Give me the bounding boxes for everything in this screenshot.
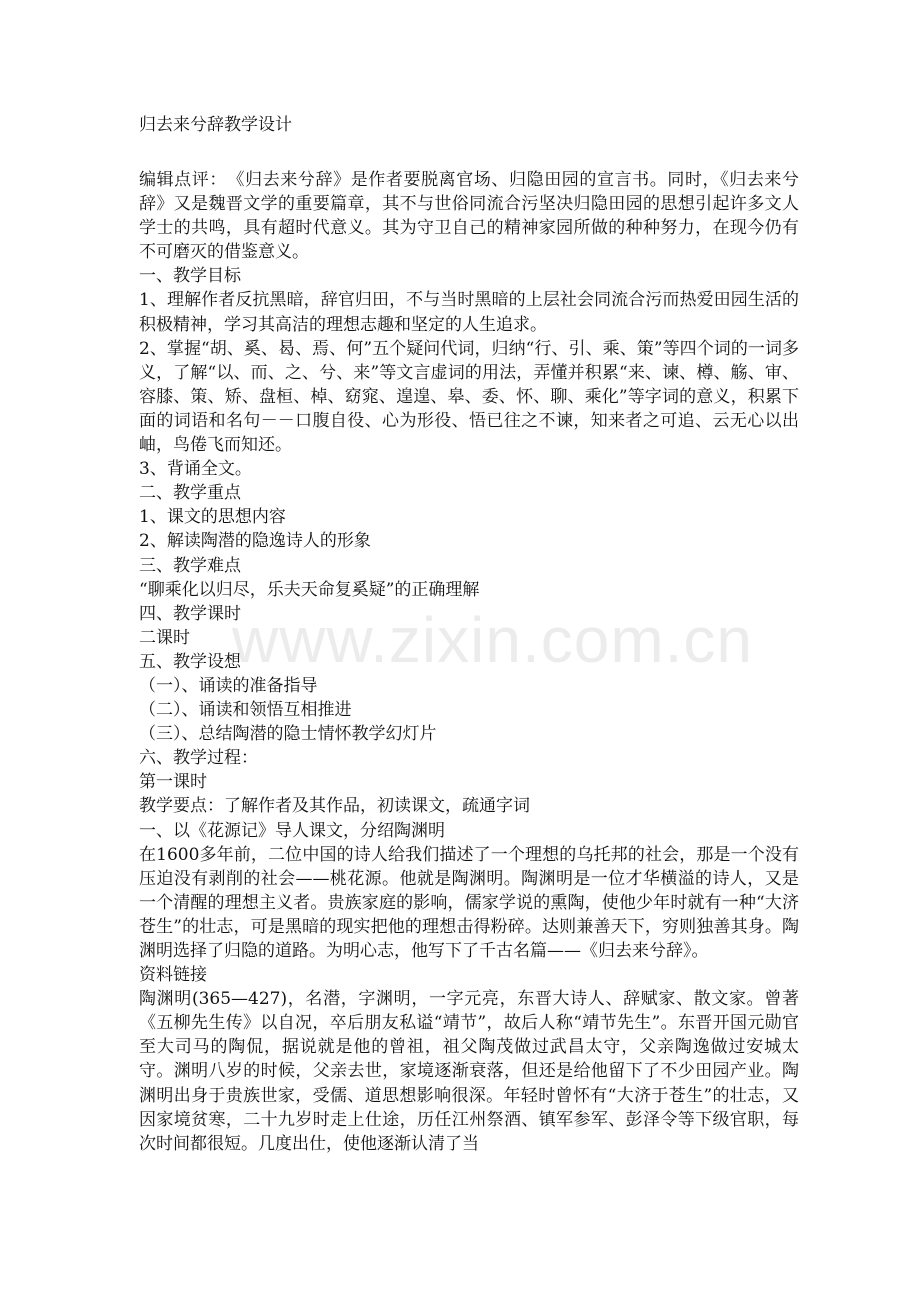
step-heading-introduction: 一、以《花源记》导人课文，分绍陶渊明 xyxy=(139,820,445,841)
reference-heading: 资料链接 xyxy=(139,965,207,986)
document-page xyxy=(139,110,799,1156)
plan-item-3: （三）、总结陶潜的隐士情怀教学幻灯片 xyxy=(139,724,437,745)
lesson-key-points: 教学要点：了解作者及其作品，初读课文，疏通字词 xyxy=(139,796,530,817)
section-heading-process: 六、教学过程： xyxy=(139,748,258,769)
objective-item-2: 2、掌握“胡、奚、曷、焉、何”五个疑问代词，归纳“行、引、乘、策”等四个词的一词多义，了解“以、而、之、兮、来”等文言虚词的用法，弄懂并积累“来、谏、樽、觞、审、容膝、策、矫、盘桓、棹、窈窕、遑遑、皋、委、怀、聊、乘化”等字词的意义，积累下面的词语和名句－－口腹自役、心为形役、悟已往之不谏，知来者之可追、云无心以出岫，鸟倦飞而知还。 xyxy=(139,338,799,456)
document-body xyxy=(139,168,799,1156)
section-heading-difficulties: 三、教学难点 xyxy=(139,555,241,576)
document-title: 归去来兮辞教学设计 xyxy=(139,115,292,135)
plan-item-1: （一）、诵读的准备指导 xyxy=(139,675,318,696)
section-heading-objectives: 一、教学目标 xyxy=(139,266,241,287)
introduction-paragraph: 在1600多年前，二位中国的诗人给我们描述了一个理想的乌托邦的社会，那是一个没有压迫没有剥削的社会——桃花源。他就是陶渊明。陶渊明是一位才华横溢的诗人，又是一个清醒的理想主义者。贵族家庭的影响，儒家学说的熏陶，使他少年时就有一种“大济苍生”的壮志，可是黑暗的现实把他的理想击得粉碎。达则兼善天下，穷则独善其身。陶渊明选择了归隐的道路。为明心志，他写下了千古名篇——《归去来兮辞》。 xyxy=(139,844,799,961)
editor-comment-paragraph: 编辑点评： 《归去来兮辞》是作者要脱离官场、归隐田园的宣言书。同时，《归去来兮辞》又是魏晋文学的重要篇章，其不与世俗同流合污坚决归隐田园的思想引起许多文人学士的共鸣，具有超时代意义。其为守卫自己的精神家园所做的种种努力，在现今仍有不可磨灭的借鉴意义。 xyxy=(139,170,799,263)
biography-paragraph: 陶渊明(365—427)，名潜，字渊明，一字元亮，东晋大诗人、辞赋家、散文家。曾著《五柳先生传》以自况，卒后朋友私谥“靖节”，故后人称“靖节先生”。东晋开国元勋官至大司马的陶侃，据说就是他的曾祖，祖父陶茂做过武昌太守，父亲陶逸做过安城太守。渊明八岁的时候，父亲去世，家境逐渐衰落，但还是给他留下了不少田园产业。陶渊明出身于贵族世家，受儒、道思想影响很深。年轻时曾怀有“大济于苍生”的壮志，又因家境贫寒，二十九岁时走上仕途，历任江州祭酒、镇军参军、彭泽令等下级官职，每次时间都很短。几度出仕，使他逐渐认清了当 xyxy=(139,989,799,1154)
first-lesson-heading: 第一课时 xyxy=(139,772,207,793)
section-heading-hours: 四、教学课时 xyxy=(139,603,241,624)
plan-item-2: （二）、诵读和领悟互相推进 xyxy=(139,700,352,721)
key-point-item-1: 1、课文的思想内容 xyxy=(139,507,286,528)
watermark-text: www.zixin.com.cn xyxy=(232,604,753,676)
objective-item-1: 1、理解作者反抗黑暗，辞官归田，不与当时黑暗的上层社会同流合污而热爱田园生活的积极精神，学习其高洁的理想志趣和坚定的人生追求。 xyxy=(139,290,799,335)
hours-value: 二课时 xyxy=(139,627,190,648)
difficulty-item: “聊乘化以归尽，乐夫天命复奚疑”的正确理解 xyxy=(139,579,480,600)
objective-item-3: 3、背诵全文。 xyxy=(139,459,252,480)
section-heading-plan: 五、教学设想 xyxy=(139,651,241,672)
section-heading-key-points: 二、教学重点 xyxy=(139,483,241,504)
key-point-item-2: 2、解读陶潜的隐逸诗人的形象 xyxy=(139,531,371,552)
